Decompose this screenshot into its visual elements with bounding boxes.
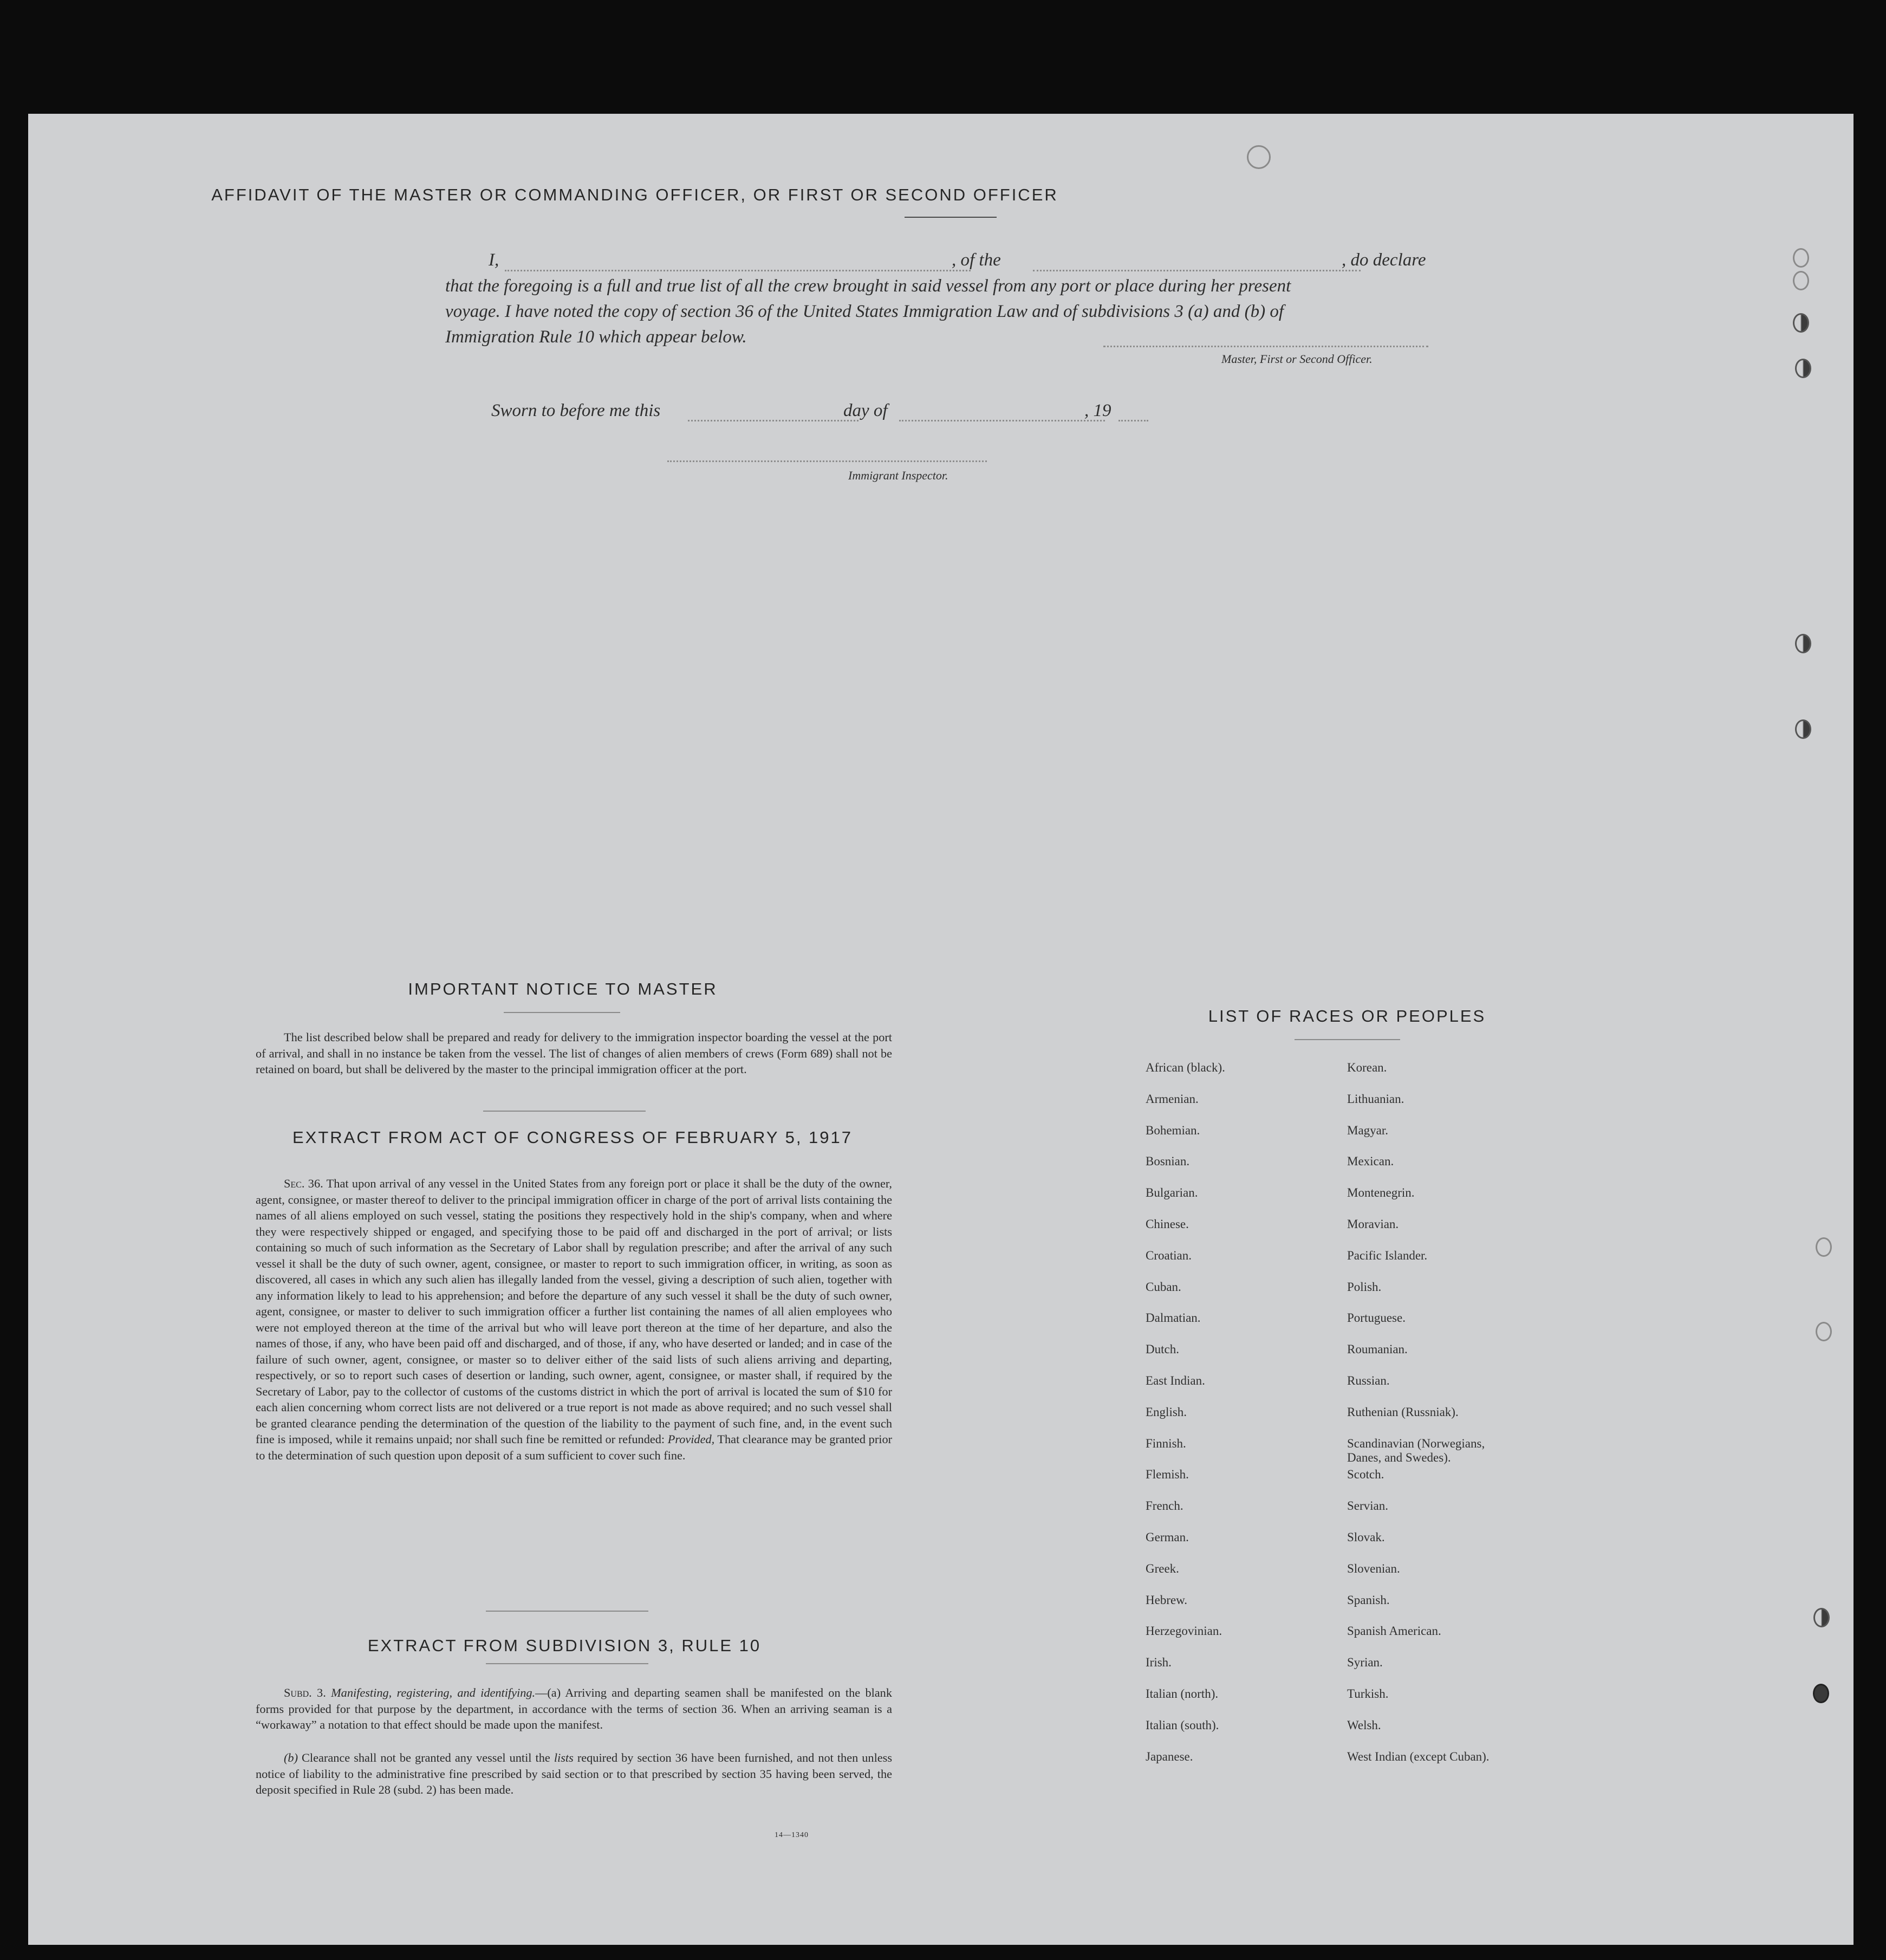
rule-heading: EXTRACT FROM SUBDIVISION 3, RULE 10 [367, 1636, 762, 1655]
race-item: Flemish. [1146, 1468, 1189, 1482]
sworn-day-blank[interactable] [688, 420, 859, 421]
act-bottom-rule [486, 1611, 648, 1612]
notice-rule [504, 1012, 620, 1013]
notice-text: The list described below shall be prepared and ready for delivery to the immigration inspector boarding the vessel at the port of arrival, and shall in no instance be taken from the vessel. The list of changes of alien members of crews (Form 689) shall not be retained on board, but shall be delivered by the master to the principal immigration officer at the port. [256, 1030, 892, 1076]
race-item: French. [1146, 1499, 1183, 1513]
notice-body [256, 1029, 892, 1078]
race-item: English. [1146, 1405, 1187, 1419]
rule-para-b-text-2: required by section 36 have been furnished, and not then unless notice of liability to the administrative fine prescribed by said section or to that prescribed by section 35 having been served, the deposit specified in Rule 28 (subd. 2) has been made. [256, 1751, 893, 1796]
rule-para-b [256, 1750, 892, 1798]
race-item: Scandinavian (Norwegians, Danes, and Swedes). [1347, 1436, 1485, 1464]
binder-hole [1793, 248, 1809, 268]
binder-hole [1793, 313, 1809, 333]
binder-hole [1795, 359, 1811, 378]
race-item: Turkish. [1347, 1687, 1389, 1701]
race-item: Korean. [1347, 1061, 1387, 1074]
binder-hole [1816, 1237, 1832, 1257]
sworn-month-blank[interactable] [899, 420, 1105, 421]
inspector-signature-blank[interactable] [667, 460, 987, 462]
race-item: Moravian. [1347, 1217, 1399, 1231]
rule-para-b-label: (b) [284, 1751, 298, 1764]
notice-bottom-rule [483, 1111, 646, 1112]
binder-hole [1795, 634, 1811, 653]
race-item: Slovenian. [1347, 1561, 1400, 1575]
affidavit-line-4: Immigration Rule 10 which appear below. [445, 327, 747, 347]
rule-para-a [256, 1685, 892, 1733]
sworn-day-of: day of [843, 401, 888, 420]
form-page [28, 114, 1854, 1945]
affidavit-i: I, [489, 250, 499, 270]
race-item: Slovak. [1347, 1530, 1385, 1544]
rule-rule [486, 1663, 648, 1664]
binder-hole [1793, 271, 1809, 290]
race-item: Welsh. [1347, 1718, 1381, 1732]
race-item: Russian. [1347, 1374, 1390, 1387]
affidavit-heading: AFFIDAVIT OF THE MASTER OR COMMANDING OFFICER, OR FIRST OR SECOND OFFICER [211, 185, 1058, 204]
race-item: Herzegovinian. [1146, 1624, 1222, 1638]
binder-hole [1813, 1608, 1830, 1627]
rule-para-a-text: —(a) Arriving and departing seamen shall be manifested on the blank forms provided for that purpose by the department, in accordance with the terms of section 36. When an arriving seaman is a “workaway” a notation to that effect should be made upon the manifest. [256, 1686, 892, 1731]
race-item: Armenian. [1146, 1092, 1199, 1106]
rule-subd-label: Subd. 3. [284, 1686, 326, 1699]
race-item: Dutch. [1146, 1342, 1179, 1357]
race-item: Scotch. [1347, 1468, 1384, 1482]
act-text: That upon arrival of any vessel in the United States from any foreign port or place it shall be the duty of the owner, agent, consignee, or master thereof to deliver to the principal immigration officer in charge of the port of arrival lists containing the names of all aliens employed on such vessel, stating the positions they respectively hold in the ship's company, when and where they were respectively shipped or engaged, and specifying those to be paid off and discharged in the port of arrival; or lists containing so much of such information as the Secretary of Labor shall by regulation prescribe; and after the arrival of any such vessel it shall be the duty of such owner, agent, consignee, or master to report to such immigration officer, in writing, as soon as discovered, all cases in which any such alien has illegally landed from the vessel, giving a description of such alien, together with any information likely to lead to his apprehension; and before the departure of any such vessel it shall be the duty of such owner, agent, consignee, or master to deliver to such immigration officer a further list containing the names of all alien employees who were not employed thereon at the time of the arrival but who will leave port thereon at the time of her departure, and also the names of those, if any, who have been paid off and discharged, and of those, if any, who have deserted or landed; and in case of the failure of such owner, agent, consignee, or master so to deliver either of the said lists of such aliens arriving and departing, respectively, or so to report such cases of desertion or landing, such owner, agent, consignee, or master shall, if required by the Secretary of Labor, pay to the collector of customs of the customs district in which the port of arrival is located the sum of $10 for each alien concerning whom correct lists are not delivered or a true report is not made as above required; and no such vessel shall be granted clearance pending the determination of the question of the liability to the payment of such fine, and, in the event such fine is imposed, while it remains unpaid; nor shall such fine be remitted or refunded: [256, 1177, 892, 1446]
affidavit-line-2: that the foregoing is a full and true list of all the crew brought in said vessel from any port or place during her present [445, 276, 1291, 296]
race-item: Greek. [1146, 1561, 1179, 1575]
race-item: Italian (south). [1146, 1718, 1219, 1732]
race-item: East Indian. [1146, 1374, 1205, 1387]
rule-subd-title: Manifesting, registering, and identifying. [331, 1686, 536, 1699]
race-item: Cuban. [1146, 1280, 1181, 1294]
act-body [256, 1176, 892, 1463]
race-item: Italian (north). [1146, 1687, 1219, 1701]
race-item: Portuguese. [1347, 1311, 1406, 1325]
rule-para-b-lists: lists [554, 1751, 574, 1764]
race-item: Bulgarian. [1146, 1186, 1198, 1200]
race-item: Syrian. [1347, 1656, 1383, 1670]
race-item: Japanese. [1146, 1749, 1193, 1763]
paper-mark [1247, 145, 1271, 169]
vessel-blank[interactable] [1033, 270, 1361, 271]
race-item: African (black). [1146, 1061, 1225, 1074]
race-item: Mexican. [1347, 1154, 1394, 1169]
race-item: Bohemian. [1146, 1123, 1200, 1137]
race-item: West Indian (except Cuban). [1347, 1749, 1490, 1763]
act-provided: Provided, [667, 1432, 715, 1446]
name-blank[interactable] [505, 270, 971, 271]
binder-hole [1816, 1322, 1832, 1341]
act-heading: EXTRACT FROM ACT OF CONGRESS OF FEBRUARY 5, 1917 [292, 1128, 853, 1147]
race-item: German. [1146, 1530, 1189, 1544]
race-item: Croatian. [1146, 1248, 1192, 1262]
binder-hole [1795, 719, 1811, 739]
race-item: Spanish. [1347, 1593, 1390, 1607]
binder-hole [1813, 1684, 1829, 1703]
act-text-end: That clearance may be granted prior to the determination of such question upon deposit of a sum sufficient to cover such fine. [256, 1432, 893, 1462]
race-item: Hebrew. [1146, 1593, 1188, 1607]
affidavit-declare: , do declare [1342, 250, 1426, 270]
races-rule [1295, 1039, 1400, 1040]
race-item: Irish. [1146, 1656, 1172, 1670]
form-number: 14—1340 [775, 1831, 809, 1839]
notice-heading: IMPORTANT NOTICE TO MASTER [408, 979, 718, 998]
sworn-year-blank[interactable] [1118, 420, 1148, 421]
race-item: Bosnian. [1146, 1154, 1190, 1169]
heading-rule [905, 217, 997, 218]
races-heading: LIST OF RACES OR PEOPLES [1208, 1007, 1486, 1026]
rule-para-b-text-1: Clearance shall not be granted any vessel until the [302, 1751, 550, 1764]
act-sec-label: Sec. 36. [284, 1177, 323, 1190]
race-item: Magyar. [1347, 1123, 1389, 1137]
signature-blank[interactable] [1103, 346, 1428, 347]
race-item: Polish. [1347, 1280, 1382, 1294]
race-item: Dalmatian. [1146, 1311, 1201, 1325]
race-item: Lithuanian. [1347, 1092, 1404, 1106]
race-item: Montenegrin. [1347, 1186, 1415, 1200]
race-item: Ruthenian (Russniak). [1347, 1405, 1459, 1419]
sworn-prefix: Sworn to before me this [491, 401, 661, 420]
sworn-year: , 19 [1084, 401, 1111, 420]
race-item: Pacific Islander. [1347, 1248, 1428, 1262]
inspector-caption: Immigrant Inspector. [848, 469, 948, 482]
race-item: Roumanian. [1347, 1342, 1408, 1357]
race-item: Spanish American. [1347, 1624, 1441, 1638]
affidavit-line-3: voyage. I have noted the copy of section 36 of the United States Immigration Law and of subdivisions 3 (a) and (b) of [445, 302, 1284, 321]
affidavit-of-the: , of the [952, 250, 1001, 270]
signature-caption: Master, First or Second Officer. [1221, 352, 1373, 366]
race-item: Finnish. [1146, 1436, 1186, 1450]
race-item: Chinese. [1146, 1217, 1189, 1231]
race-item: Servian. [1347, 1499, 1389, 1513]
